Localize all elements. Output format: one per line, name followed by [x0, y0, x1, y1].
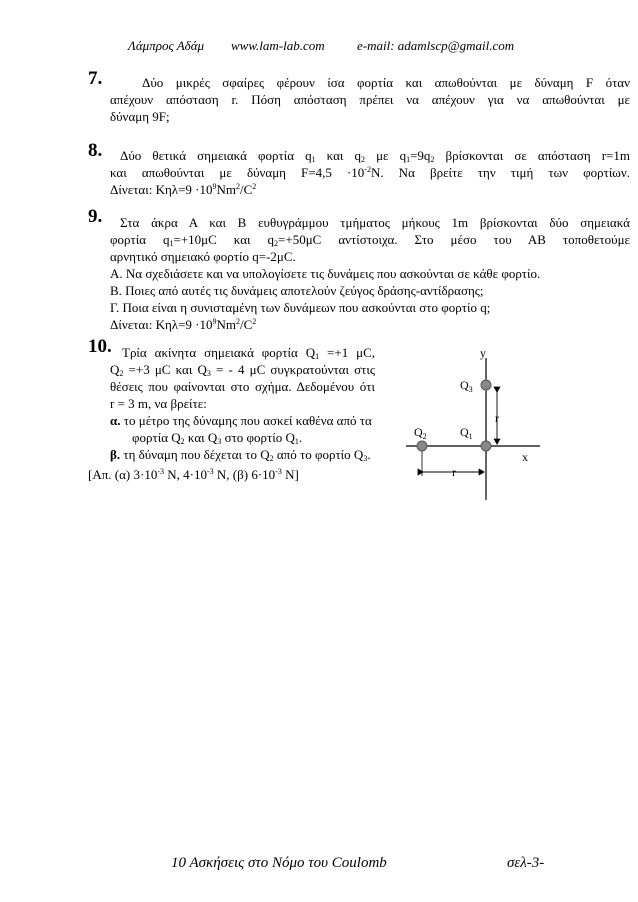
- problem-text-line: αρνητικό σημειακό φορτίο q=-2μC.: [110, 249, 296, 264]
- charge-q1: [481, 441, 491, 451]
- problem-text-line: $Q_2 =+3$ μC και $Q_3$ = - 4 μC συγκρατούνται στις: [110, 362, 376, 378]
- header-author: Λάμπρος Αδάμ: [128, 38, 205, 53]
- problem-text-line: Γ. Ποια είναι η συνισταμένη των δυνάμεων που ασκούνται στο φορτίο q;: [110, 300, 491, 315]
- problem-text-line: Δύο μικρές σφαίρες φέρουν ίσα φορτία και απωθούνται με δύναμη F όταν: [142, 75, 630, 90]
- problem-text-line: Δύο θετικά σημειακά φορτία $q_1$ και $q_2$ με $q_1=9q_2$ βρίσκονται σε απόσταση r=1m: [120, 148, 631, 164]
- problem-text-line: Τρία ακίνητα σημειακά φορτία $Q_1 =+1$ μC,: [122, 345, 375, 361]
- problem-text-line: και απωθούνται με δύναμη $F=4,5 \cdot 10^{-2}N$. Να βρείτε την τιμή των φορτίων.: [110, 165, 630, 180]
- charge-q3: [481, 380, 491, 390]
- y-axis-label: y: [480, 346, 486, 360]
- problem-number: 8.: [88, 140, 103, 161]
- problem-number: 10.: [88, 336, 112, 357]
- problem-number: 7.: [88, 68, 103, 89]
- problem-number: 9.: [88, 206, 103, 227]
- problem-text-line: φορτία $q_1=+10\mu C$ και $q_2=+50\mu C$ αντίστοιχα. Στο μέσο του ΑΒ τοποθετούμε: [110, 232, 630, 248]
- problem-text-line: Δίνεται: $K\eta\lambda=9 \cdot 10^9Nm^2/C^2$: [110, 182, 257, 197]
- charge-q2: [417, 441, 427, 451]
- q1-label: $Q_1$: [460, 425, 473, 441]
- footer-page: σελ-3-: [507, 855, 545, 871]
- problem-text-line: Δίνεται: $K\eta\lambda=9 \cdot 10^9Nm^2/C^2$: [110, 317, 257, 332]
- problem-text-line: Στα άκρα Α και Β ευθυγράμμου τμήματος μήκους 1m βρίσκονται δύο σημειακά: [120, 215, 630, 230]
- problem-text-line: β. τη δύναμη που δέχεται το $Q_2$ από το φορτίο $Q_3$.: [110, 447, 371, 463]
- header-website: www.lam-lab.com: [231, 38, 325, 53]
- q3-label: $Q_3$: [460, 378, 473, 394]
- problem-text-line: Β. Ποιες από αυτές τις δυνάμεις αποτελούν ζεύγος δράσης-αντίδρασης;: [110, 283, 484, 298]
- r-vertical-label: r: [495, 411, 499, 425]
- problem-text-line: θέσεις που φαίνονται στο σχήμα. Δεδομένου ότι: [110, 379, 375, 394]
- problem-text-line: φορτία $Q_2$ και $Q_3$ στο φορτίο $Q_1$.: [132, 430, 303, 446]
- problem-text-line: α. το μέτρο της δύναμης που ασκεί καθένα από τα: [110, 413, 372, 428]
- problem-text-line: απέχουν απόσταση r. Πόση απόσταση πρέπει να απέχουν για να απωθούνται με: [110, 92, 630, 107]
- problem-text-line: Α. Να σχεδιάσετε και να υπολογίσετε τις δυνάμεις που ασκούνται σε κάθε φορτίο.: [110, 266, 541, 281]
- r-horizontal-label: r: [452, 465, 456, 479]
- problem-text-line: δύναμη 9F;: [110, 109, 170, 124]
- footer-title: 10 Ασκήσεις στο Νόμο του Coulomb: [171, 855, 387, 871]
- x-axis-label: x: [522, 450, 528, 464]
- problem-text-line: r = 3 m, να βρείτε:: [110, 396, 207, 411]
- header-email: e-mail: adamlscp@gmail.com: [357, 38, 515, 53]
- q2-label: $Q_2$: [414, 425, 427, 441]
- answer-line: [Απ. (α) $3\cdot 10^{-3}$ N, $4\cdot 10^{-3}$ N, (β) $6\cdot 10^{-3}$ N]: [88, 467, 299, 482]
